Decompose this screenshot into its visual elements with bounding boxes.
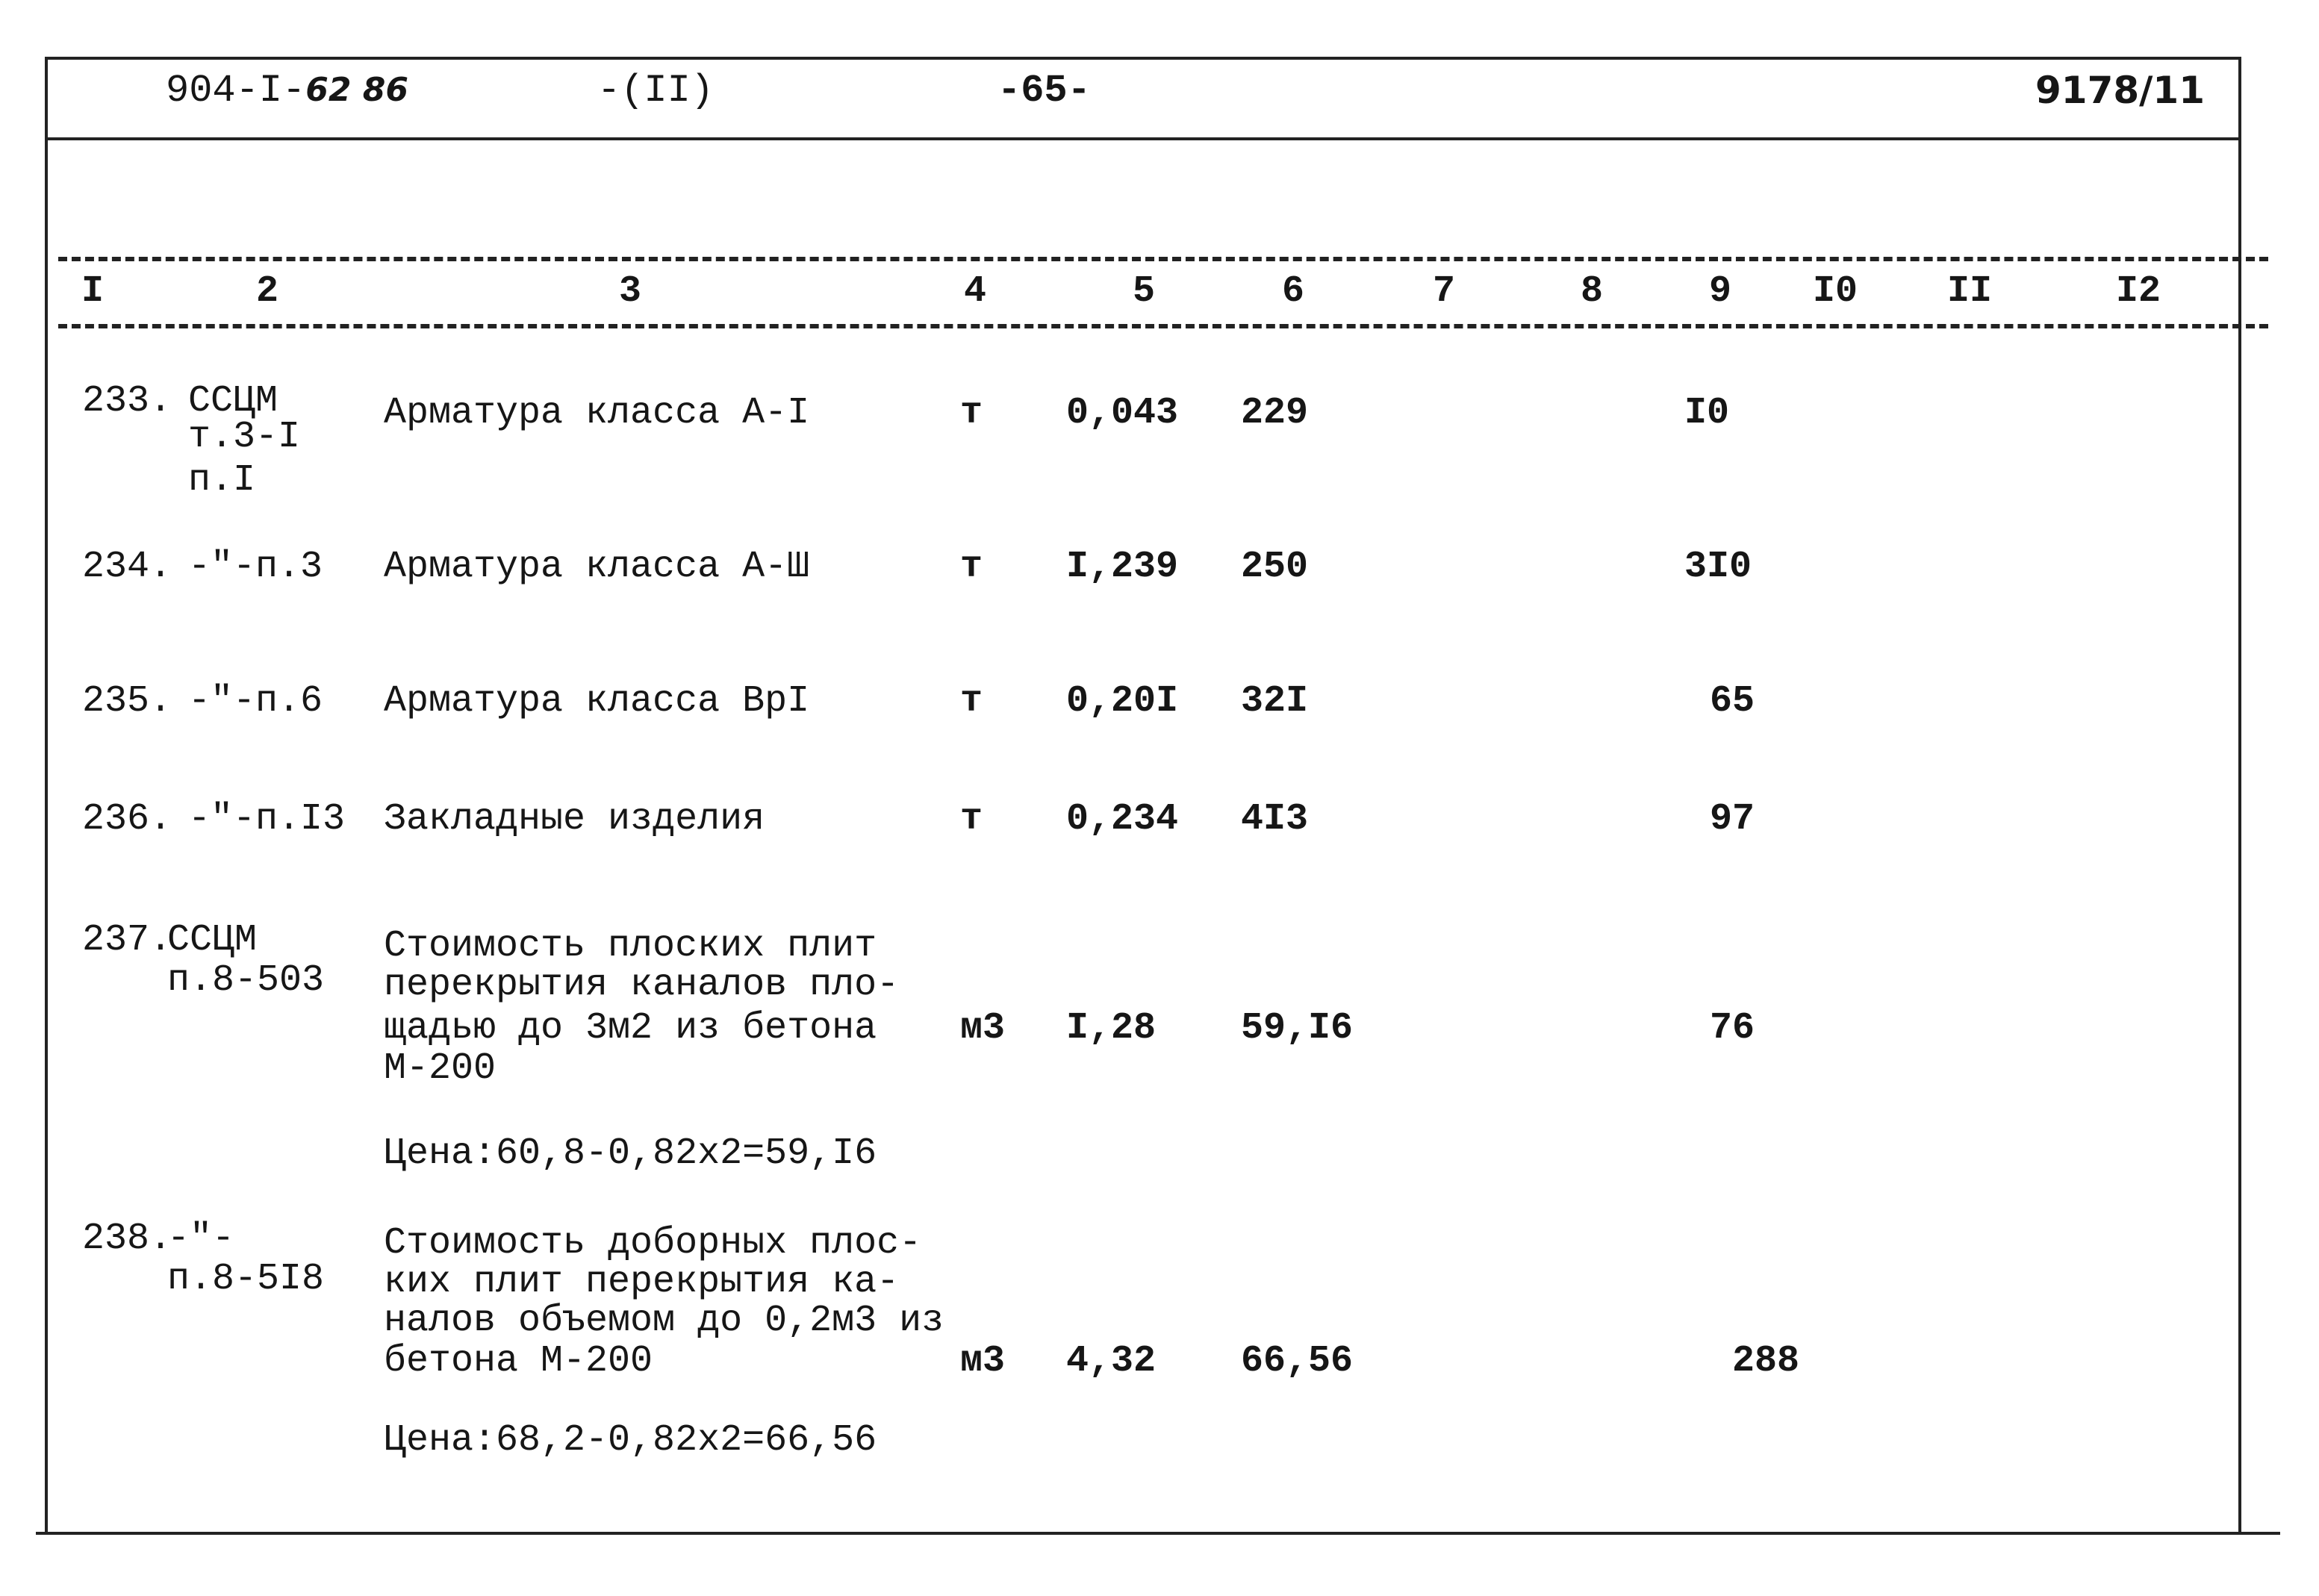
- row-quantity: I,28: [1066, 1007, 1157, 1050]
- row-name: бетона М-200: [384, 1340, 653, 1383]
- row-total: 97: [1710, 798, 1755, 841]
- row-total: I0: [1684, 392, 1730, 434]
- column-number: 4: [963, 270, 986, 313]
- row-reference: -"-п.6: [188, 680, 323, 723]
- row-reference: п.I: [188, 459, 256, 502]
- row-reference: -"-п.3: [188, 546, 323, 588]
- frame-right-border: [2238, 57, 2241, 1532]
- column-number: 6: [1281, 270, 1304, 313]
- page-number: -65-: [997, 69, 1091, 113]
- row-quantity: 0,234: [1066, 798, 1179, 841]
- row-name: ких плит перекрытия ка-: [384, 1261, 900, 1303]
- row-name: Арматура класса BpI: [384, 680, 810, 723]
- row-name: Стоимость доборных плос-: [384, 1222, 922, 1265]
- column-number: II: [1946, 270, 1992, 313]
- row-name: Арматура класса А-I: [384, 392, 810, 434]
- row-unit: м3: [960, 1007, 1006, 1050]
- row-quantity: 0,20I: [1066, 680, 1179, 723]
- price-note: Цена:68,2-0,82х2=66,56: [384, 1419, 877, 1462]
- row-name: М-200: [384, 1047, 497, 1090]
- row-reference: п.8-5I8: [167, 1258, 325, 1300]
- row-name: щадью до 3м2 из бетона: [384, 1007, 877, 1050]
- frame-bottom-border: [36, 1532, 2280, 1535]
- row-name: Арматура класса А-Ш: [384, 546, 810, 588]
- row-price: 4I3: [1241, 798, 1309, 841]
- column-number: 2: [255, 270, 278, 313]
- row-total: 65: [1710, 680, 1755, 723]
- doc-code-handwritten: 62 86: [305, 71, 409, 109]
- row-name: Стоимость плоских плит: [384, 925, 877, 967]
- row-unit: т: [960, 798, 983, 841]
- row-price: 59,I6: [1241, 1007, 1354, 1050]
- row-name: перекрытия каналов пло-: [384, 964, 900, 1006]
- row-quantity: I,239: [1066, 546, 1179, 588]
- price-note: Цена:60,8-0,82х2=59,I6: [384, 1132, 877, 1175]
- row-unit: т: [960, 680, 983, 723]
- row-reference: т.3-I: [188, 416, 301, 458]
- column-number: I0: [1812, 270, 1858, 313]
- column-number: 5: [1132, 270, 1155, 313]
- row-total: 288: [1732, 1340, 1800, 1383]
- row-price: 66,56: [1241, 1340, 1354, 1383]
- row-unit: т: [960, 546, 983, 588]
- row-total: 76: [1710, 1007, 1755, 1050]
- section-number: -(II): [597, 69, 715, 113]
- row-unit: м3: [960, 1340, 1006, 1383]
- row-number: 233.: [82, 380, 172, 423]
- row-quantity: 0,043: [1066, 392, 1179, 434]
- row-number: 236.: [82, 798, 172, 841]
- row-reference: -"-п.I3: [188, 798, 346, 841]
- row-reference: п.8-503: [167, 959, 325, 1002]
- column-number: 8: [1580, 270, 1603, 313]
- row-unit: т: [960, 392, 983, 434]
- row-number: 237.: [82, 919, 172, 961]
- row-price: 250: [1241, 546, 1309, 588]
- sheet-number: 9178/11: [2035, 69, 2206, 112]
- column-number: I2: [2115, 270, 2161, 313]
- column-header-bottom-rule: [58, 324, 2268, 328]
- row-price: 229: [1241, 392, 1309, 434]
- row-quantity: 4,32: [1066, 1340, 1157, 1383]
- row-number: 234.: [82, 546, 172, 588]
- column-header-top-rule: [58, 257, 2268, 261]
- column-number: 7: [1432, 270, 1455, 313]
- column-number: 3: [618, 270, 641, 313]
- column-number: I: [81, 270, 104, 313]
- row-reference: ССЦМ: [167, 919, 258, 961]
- row-name: Закладные изделия: [384, 798, 765, 841]
- row-reference: ССЦМ: [188, 380, 278, 423]
- row-number: 235.: [82, 680, 172, 723]
- column-number: 9: [1708, 270, 1731, 313]
- row-total: 3I0: [1684, 546, 1752, 588]
- row-reference: -"-: [167, 1218, 235, 1260]
- frame-top-border: [46, 57, 2241, 60]
- row-number: 238.: [82, 1218, 172, 1260]
- row-name: налов объемом до 0,2м3 из: [384, 1300, 944, 1342]
- doc-code: 904-I-62 86: [166, 69, 409, 113]
- row-price: 32I: [1241, 680, 1309, 723]
- header-divider: [46, 137, 2240, 140]
